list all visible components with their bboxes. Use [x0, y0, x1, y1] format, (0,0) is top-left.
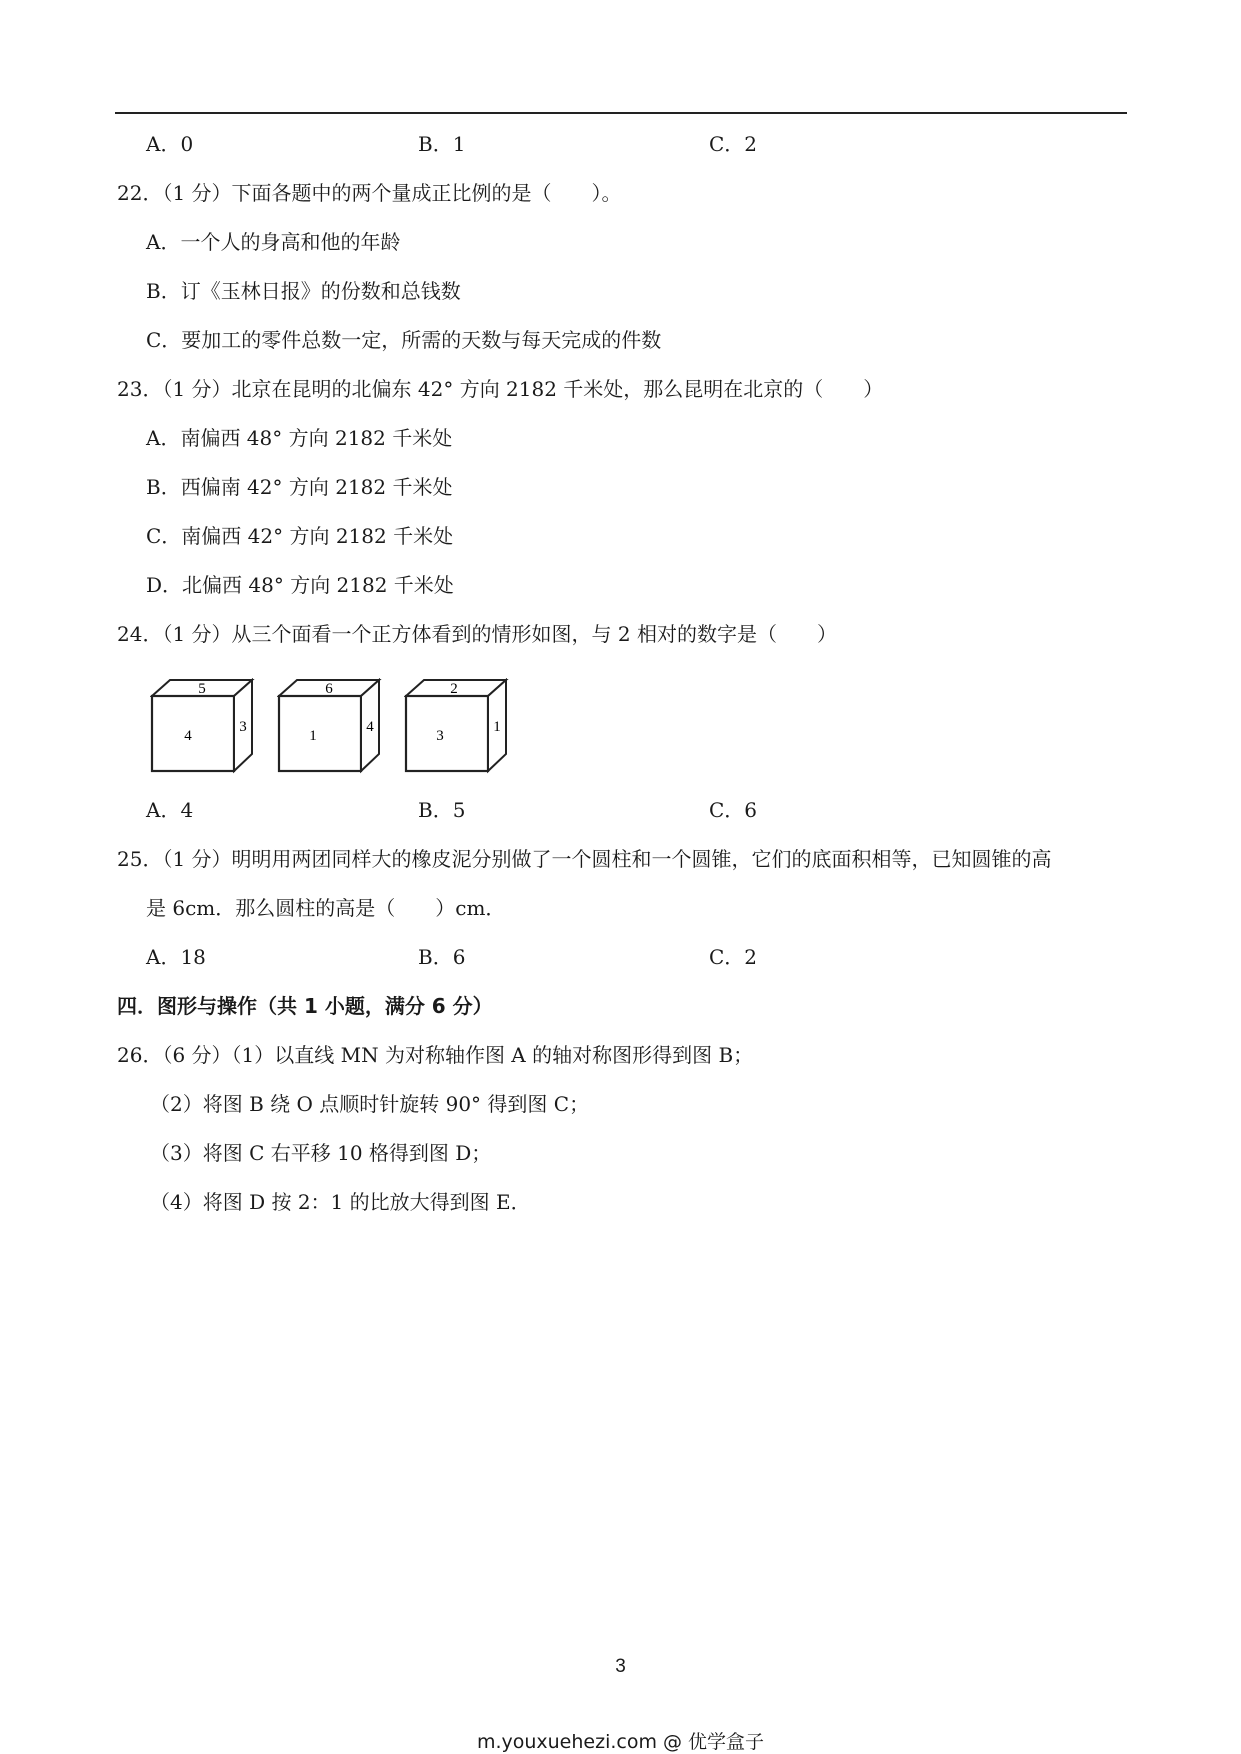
q25-option-b: B．6: [418, 945, 466, 969]
q22-option-b: B．订《玉林日报》的份数和总钱数: [146, 279, 461, 303]
cube-view-3: [404, 678, 516, 774]
header-rule: [115, 112, 1127, 114]
q22-stem: 22．（1 分）下面各题中的两个量成正比例的是（ ）。: [117, 181, 622, 205]
q26-line-2: （2）将图 B 绕 O 点顺时针旋转 90° 得到图 C；: [150, 1092, 590, 1116]
q22-option-a: A．一个人的身高和他的年龄: [146, 230, 401, 254]
q25-stem-line2: 是 6cm．那么圆柱的高是（ ）cm．: [146, 896, 506, 920]
cube-2-top-number: 6: [325, 681, 333, 697]
q23-option-d: D．北偏西 48° 方向 2182 千米处: [146, 573, 454, 597]
cube-3-front-number: 3: [436, 728, 444, 744]
q24-stem: 24．（1 分）从三个面看一个正方体看到的情形如图，与 2 相对的数字是（ ）: [117, 622, 837, 646]
q25-stem-line1: 25．（1 分）明明用两团同样大的橡皮泥分别做了一个圆柱和一个圆锥，它们的底面积相等，已知圆锥的高: [117, 847, 1052, 871]
q24-option-a: A．4: [146, 798, 194, 822]
page-number: 3: [615, 1656, 626, 1677]
q21-option-b: B．1: [418, 132, 466, 156]
cube-3-top-number: 2: [450, 681, 458, 697]
q26-line-1: 26．（6 分）（1）以直线 MN 为对称轴作图 A 的轴对称图形得到图 B；: [117, 1043, 754, 1067]
cube-1-side-number: 3: [239, 719, 247, 735]
cube-3-side-number: 1: [493, 719, 501, 735]
q23-option-c: C．南偏西 42° 方向 2182 千米处: [146, 524, 454, 548]
q21-option-c: C．2: [709, 132, 758, 156]
cube-1-front-number: 4: [184, 728, 192, 744]
q23-stem: 23．（1 分）北京在昆明的北偏东 42° 方向 2182 千米处，那么昆明在北京的（ ）: [117, 377, 884, 401]
cube-1-top-number: 5: [198, 681, 206, 697]
q23-option-b: B．西偏南 42° 方向 2182 千米处: [146, 475, 453, 499]
section-4-heading: 四．图形与操作（共 1 小题，满分 6 分）: [117, 994, 493, 1018]
q25-option-a: A．18: [146, 945, 206, 969]
q24-option-b: B．5: [418, 798, 466, 822]
cube-2-side-number: 4: [366, 719, 374, 735]
q25-option-c: C．2: [709, 945, 758, 969]
q24-option-c: C．6: [709, 798, 758, 822]
cube-view-1: [150, 678, 262, 774]
q23-option-a: A．南偏西 48° 方向 2182 千米处: [146, 426, 453, 450]
q22-option-c: C．要加工的零件总数一定，所需的天数与每天完成的件数: [146, 328, 662, 352]
footer-watermark: m.youxuehezi.com @ 优学盒子: [476, 1731, 765, 1753]
q21-option-a: A．0: [146, 132, 194, 156]
cube-view-2: [277, 678, 389, 774]
q26-line-4: （4）将图 D 按 2：1 的比放大得到图 E．: [150, 1190, 531, 1214]
cube-2-front-number: 1: [309, 728, 317, 744]
q26-line-3: （3）将图 C 右平移 10 格得到图 D；: [150, 1141, 492, 1165]
